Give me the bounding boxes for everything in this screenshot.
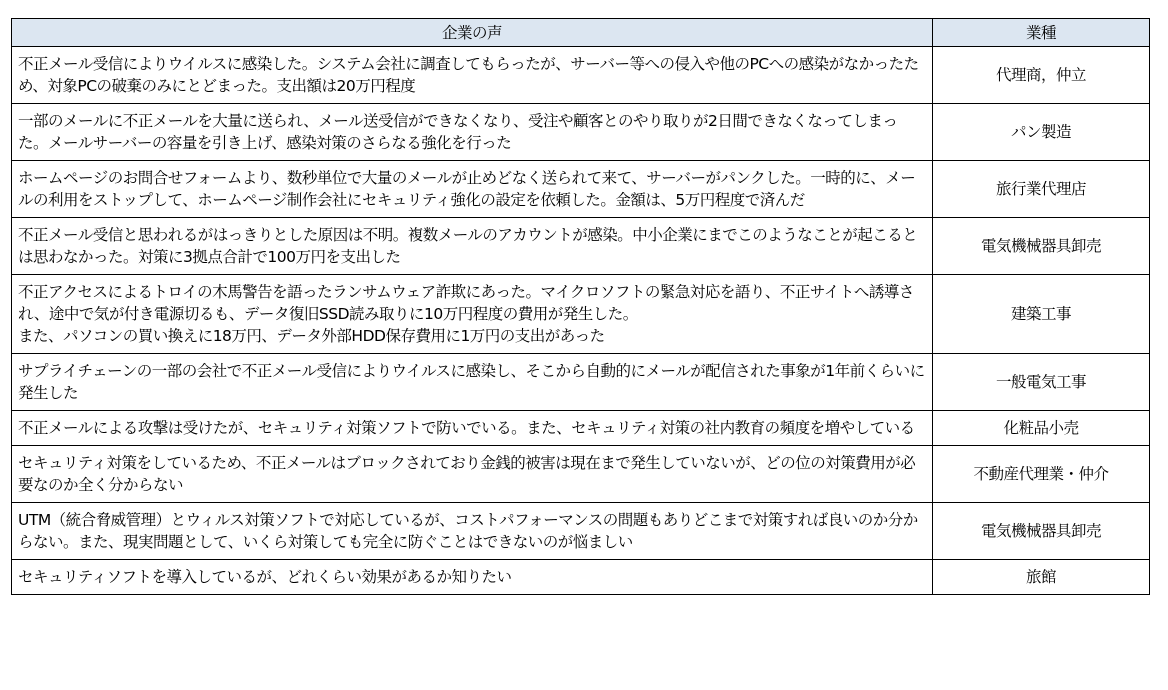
- industry-cell: 旅行業代理店: [933, 161, 1150, 218]
- industry-cell: 代理商，仲立: [933, 47, 1150, 104]
- voice-cell: セキュリティ対策をしているため、不正メールはブロックされており金銭的被害は現在まで発生していないが、どの位の対策費用が必要なのか全く分からない: [12, 446, 933, 503]
- industry-cell: パン製造: [933, 104, 1150, 161]
- table-row: [12, 503, 1150, 560]
- table-row: [12, 411, 1150, 446]
- voice-cell: UTM（統合脅威管理）とウィルス対策ソフトで対応しているが、コストパフォーマンスの問題もありどこまで対策すれば良いのか分からない。また、現実問題として、いくら対策しても完全に防ぐことはできないのが悩ましい: [12, 503, 933, 560]
- table-row: [12, 446, 1150, 503]
- industry-cell: 不動産代理業・仲介: [933, 446, 1150, 503]
- industry-cell: 化粧品小売: [933, 411, 1150, 446]
- voice-cell: 一部のメールに不正メールを大量に送られ、メール送受信ができなくなり、受注や顧客とのやり取りが2日間できなくなってしまった。メールサーバーの容量を引き上げ、感染対策のさらなる強化を行った: [12, 104, 933, 161]
- voice-cell: 不正メールによる攻撃は受けたが、セキュリティ対策ソフトで防いでいる。また、セキュリティ対策の社内教育の頻度を増やしている: [12, 411, 933, 446]
- header-voice: 企業の声: [12, 19, 933, 47]
- table-row: [12, 560, 1150, 595]
- voice-cell: セキュリティソフトを導入しているが、どれくらい効果があるか知りたい: [12, 560, 933, 595]
- voice-cell: 不正メール受信と思われるがはっきりとした原因は不明。複数メールのアカウントが感染。中小企業にまでこのようなことが起こるとは思わなかった。対策に3拠点合計で100万円を支出した: [12, 218, 933, 275]
- industry-cell: 電気機械器具卸売: [933, 503, 1150, 560]
- header-industry: 業種: [933, 19, 1150, 47]
- table-row: [12, 275, 1150, 354]
- industry-cell: 電気機械器具卸売: [933, 218, 1150, 275]
- voice-cell: 不正アクセスによるトロイの木馬警告を語ったランサムウェア詐欺にあった。マイクロソフトの緊急対応を語り、不正サイトへ誘導され、途中で気が付き電源切るも、データ復旧SSD読み取りに10万円程度の費用が発生した。 また、パソコンの買い換えに18万円、データ外部HDD保存費用に1万円の支出があった: [12, 275, 933, 354]
- voice-cell: ホームページのお問合せフォームより、数秒単位で大量のメールが止めどなく送られて来て、サーバーがパンクした。一時的に、メールの利用をストップして、ホームページ制作会社にセキュリティ強化の設定を依頼した。金額は、5万円程度で済んだ: [12, 161, 933, 218]
- voice-cell: サプライチェーンの一部の会社で不正メール受信によりウイルスに感染し、そこから自動的にメールが配信された事象が1年前くらいに発生した: [12, 354, 933, 411]
- industry-cell: 建築工事: [933, 275, 1150, 354]
- voice-cell: 不正メール受信によりウイルスに感染した。システム会社に調査してもらったが、サーバー等への侵入や他のPCへの感染がなかったため、対象PCの破棄のみにとどまった。支出額は20万円程度: [12, 47, 933, 104]
- table-row: [12, 218, 1150, 275]
- table-row: [12, 354, 1150, 411]
- industry-cell: 旅館: [933, 560, 1150, 595]
- table-row: [12, 47, 1150, 104]
- table-row: [12, 161, 1150, 218]
- voice-table: [11, 18, 1150, 595]
- table-row: [12, 104, 1150, 161]
- header-row: [12, 19, 1150, 47]
- industry-cell: 一般電気工事: [933, 354, 1150, 411]
